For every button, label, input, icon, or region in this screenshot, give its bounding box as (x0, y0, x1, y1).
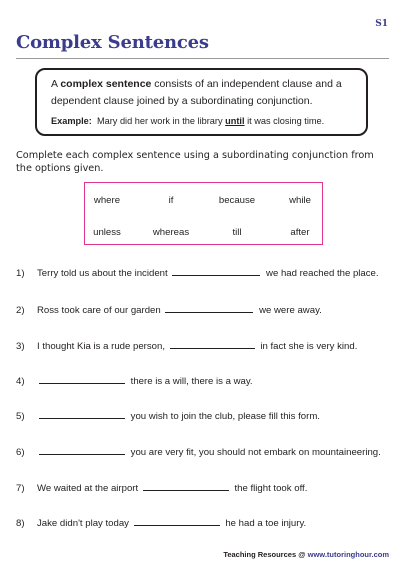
question-text-after: you wish to join the club, please fill this form. (130, 411, 320, 422)
answer-blank[interactable] (165, 303, 253, 313)
footer-url-link[interactable]: www.tutoringhour.com (307, 550, 389, 559)
example-before: Mary did her work in the library (96, 116, 226, 126)
question-number: 1) (16, 268, 25, 279)
question-text-after: the flight took off. (234, 483, 308, 494)
question-text-before: Jake didn't play today (37, 518, 129, 529)
example-conjunction: until (225, 116, 245, 126)
question-item (16, 516, 306, 529)
answer-blank[interactable] (39, 374, 125, 384)
question-text-before: Terry told us about the incident (37, 268, 168, 279)
answer-blank[interactable] (39, 409, 125, 419)
question-text-after: we had reached the place. (266, 268, 379, 279)
question-item (16, 481, 307, 494)
worksheet-code: S1 (375, 19, 388, 29)
option-word: because (218, 195, 256, 206)
question-text-after: there is a will, there is a way. (130, 376, 253, 387)
option-word: till (232, 227, 242, 238)
question-number: 6) (16, 447, 25, 458)
question-text-after: you are very fit, you should not embark on mountaineering. (130, 447, 381, 458)
option-word: where (93, 195, 121, 206)
definition-text (51, 76, 354, 110)
example-line (51, 116, 354, 126)
question-item (16, 339, 357, 352)
option-word: if (168, 195, 174, 206)
footer (223, 550, 389, 559)
answer-blank[interactable] (172, 266, 260, 276)
option-word: whereas (152, 227, 190, 238)
question-number: 8) (16, 518, 25, 529)
definition-prefix: A (51, 78, 61, 90)
answer-blank[interactable] (170, 339, 255, 349)
question-text-before: Ross took care of our garden (37, 305, 161, 316)
question-number: 4) (16, 376, 25, 387)
option-word: after (290, 227, 310, 238)
question-text-after: he had a toe injury. (225, 518, 307, 529)
question-text-after: we were away. (259, 305, 322, 316)
question-item (16, 266, 379, 279)
instructions: Complete each complex sentence using a subordinating conjunction from the options given. (16, 150, 374, 174)
question-item (16, 445, 381, 458)
question-item (16, 409, 320, 422)
options-box (84, 182, 323, 245)
example-label: Example: (51, 116, 92, 126)
question-text-before: I thought Kia is a rude person, (37, 341, 165, 352)
footer-label: Teaching Resources @ (223, 550, 308, 559)
answer-blank[interactable] (143, 481, 229, 491)
page-title: Complex Sentences (16, 32, 209, 53)
question-number: 2) (16, 305, 25, 316)
definition-term: complex sentence (60, 78, 152, 90)
example-after: it was closing time. (244, 116, 325, 126)
question-number: 7) (16, 483, 25, 494)
definition-body: consists of an independent clause and a dependent clause joined by a subordinating conjunction. (51, 78, 342, 107)
definition-box (35, 68, 368, 136)
question-number: 3) (16, 341, 25, 352)
question-item (16, 374, 253, 387)
question-item (16, 303, 322, 316)
question-number: 5) (16, 411, 25, 422)
title-divider (16, 58, 389, 59)
option-word: while (289, 195, 311, 206)
option-word: unless (93, 227, 121, 238)
question-text-after: in fact she is very kind. (260, 341, 358, 352)
answer-blank[interactable] (39, 445, 125, 455)
question-text-before: We waited at the airport (37, 483, 139, 494)
answer-blank[interactable] (134, 516, 220, 526)
